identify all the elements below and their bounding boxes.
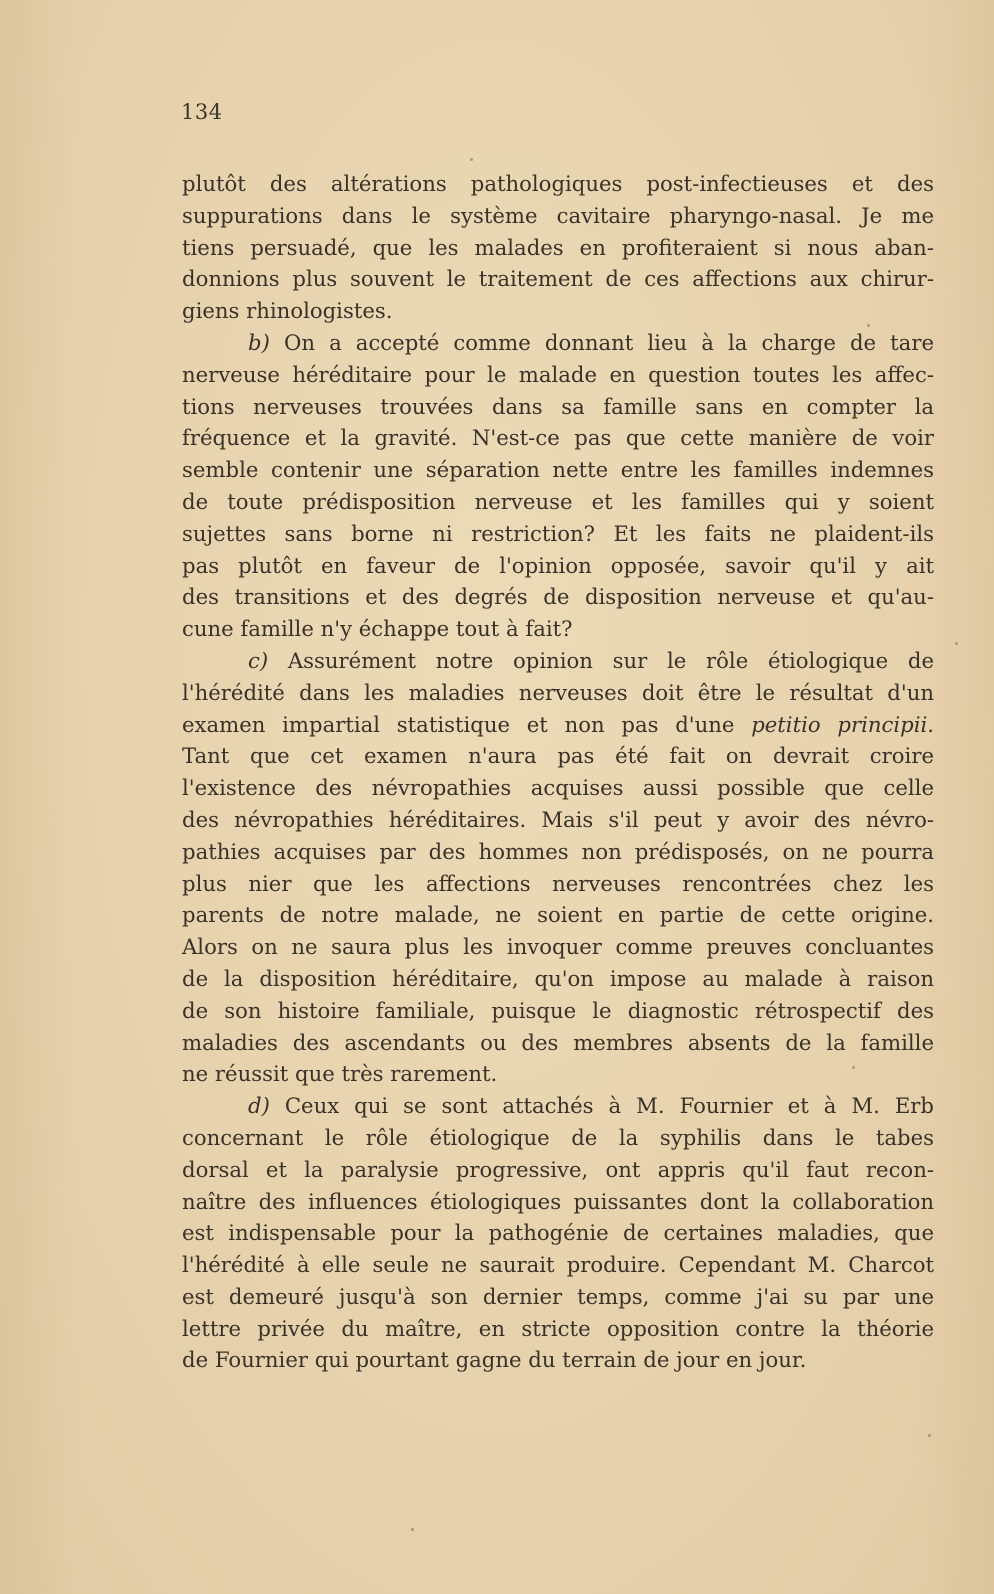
text-line: plus nier que les affections nerveuses rencontrées chez les: [182, 870, 934, 896]
text-line: pas plutôt en faveur de l'opinion opposée, savoir qu'il y ait: [182, 552, 934, 578]
text-line: parents de notre malade, ne soient en partie de cette origine.: [182, 902, 934, 928]
paper-speck: [928, 1434, 931, 1437]
text-line: de son histoire familiale, puisque le diagnostic rétrospectif des: [182, 997, 934, 1023]
paragraph-marker: c): [248, 647, 269, 673]
text-line: pathies acquises par des hommes non prédisposés, on ne pourra: [182, 838, 934, 864]
text-line: l'hérédité dans les maladies nerveuses doit être le résultat d'un: [182, 679, 934, 705]
text-line: l'existence des névropathies acquises aussi possible que celle: [182, 775, 934, 801]
text-line: naître des influences étiologiques puissantes dont la collaboration: [182, 1188, 934, 1214]
paper-speck: [867, 324, 870, 327]
body-text: [182, 168, 934, 1376]
text-line: de la disposition héréditaire, qu'on impose au malade à raison: [182, 965, 934, 991]
text-line: dorsal et la paralysie progressive, ont appris qu'il faut recon-: [182, 1156, 934, 1182]
text-line: est indispensable pour la pathogénie de certaines maladies, que: [182, 1220, 934, 1246]
text-line: [182, 645, 934, 677]
text-line: cune famille n'y échappe tout à fait?: [182, 616, 573, 642]
text-line: Alors on ne saura plus les invoquer comme preuves concluantes: [182, 934, 934, 960]
paragraph-c: [182, 645, 934, 1090]
text-line-content: On a accepté comme donnant lieu à la charge de tare: [283, 329, 934, 355]
text-line: tions nerveuses trouvées dans sa famille sans en compter la: [182, 393, 934, 419]
text-line: semble contenir une séparation nette entre les familles indemnes: [182, 457, 934, 483]
paragraph-b: [182, 327, 934, 645]
text-line-content: Assurément notre opinion sur le rôle étiologique de: [287, 647, 934, 673]
text-line: nerveuse héréditaire pour le malade en question toutes les affec-: [182, 361, 934, 387]
text-line-content: Ceux qui se sont attachés à M. Fournier et à M. Erb: [284, 1093, 934, 1119]
text-line: [182, 327, 934, 359]
text-line: ne réussit que très rarement.: [182, 1061, 498, 1087]
text-line: giens rhinologistes.: [182, 298, 393, 324]
text-line: suppurations dans le système cavitaire pharyngo-nasal. Je me: [182, 202, 934, 228]
text-line: de toute prédisposition nerveuse et les familles qui y soient: [182, 488, 934, 514]
text-line: sujettes sans borne ni restriction? Et les faits ne plaident-ils: [182, 520, 934, 546]
text-line: tiens persuadé, que les malades en profiteraient si nous aban-: [182, 234, 934, 260]
paragraph-continuation: [182, 168, 934, 327]
text-line: des névropathies héréditaires. Mais s'il peut y avoir des névro-: [182, 806, 934, 832]
latin-phrase: petitio principii.: [751, 711, 934, 737]
text-line: maladies des ascendants ou des membres absents de la famille: [182, 1029, 934, 1055]
text-line: [182, 709, 934, 741]
text-line: de Fournier qui pourtant gagne du terrain de jour en jour.: [182, 1347, 807, 1373]
text-line-content: examen impartial statistique et non pas d'une: [182, 711, 752, 737]
page-number: 134: [181, 100, 223, 124]
text-line: lettre privée du maître, en stricte opposition contre la théorie: [182, 1315, 934, 1341]
paper-speck: [852, 1066, 855, 1069]
text-line: concernant le rôle étiologique de la syphilis dans le tabes: [182, 1124, 934, 1150]
paragraph-d: [182, 1090, 934, 1376]
text-line: fréquence et la gravité. N'est-ce pas que cette manière de voir: [182, 425, 934, 451]
text-line: Tant que cet examen n'aura pas été fait on devrait croire: [182, 743, 934, 769]
text-line: [182, 1090, 934, 1122]
paragraph-marker: d): [248, 1093, 270, 1119]
text-line: des transitions et des degrés de disposition nerveuse et qu'au-: [182, 584, 934, 610]
paper-speck: [411, 1528, 414, 1531]
text-line: est demeuré jusqu'à son dernier temps, comme j'ai su par une: [182, 1283, 934, 1309]
text-line: l'hérédité à elle seule ne saurait produire. Cependant M. Charcot: [182, 1252, 934, 1278]
paper-speck: [470, 158, 473, 161]
text-line: plutôt des altérations pathologiques post-infectieuses et des: [182, 171, 934, 196]
paragraph-marker: b): [248, 329, 270, 355]
text-line: donnions plus souvent le traitement de ces affections aux chirur-: [182, 266, 934, 292]
paper-speck: [955, 642, 958, 645]
